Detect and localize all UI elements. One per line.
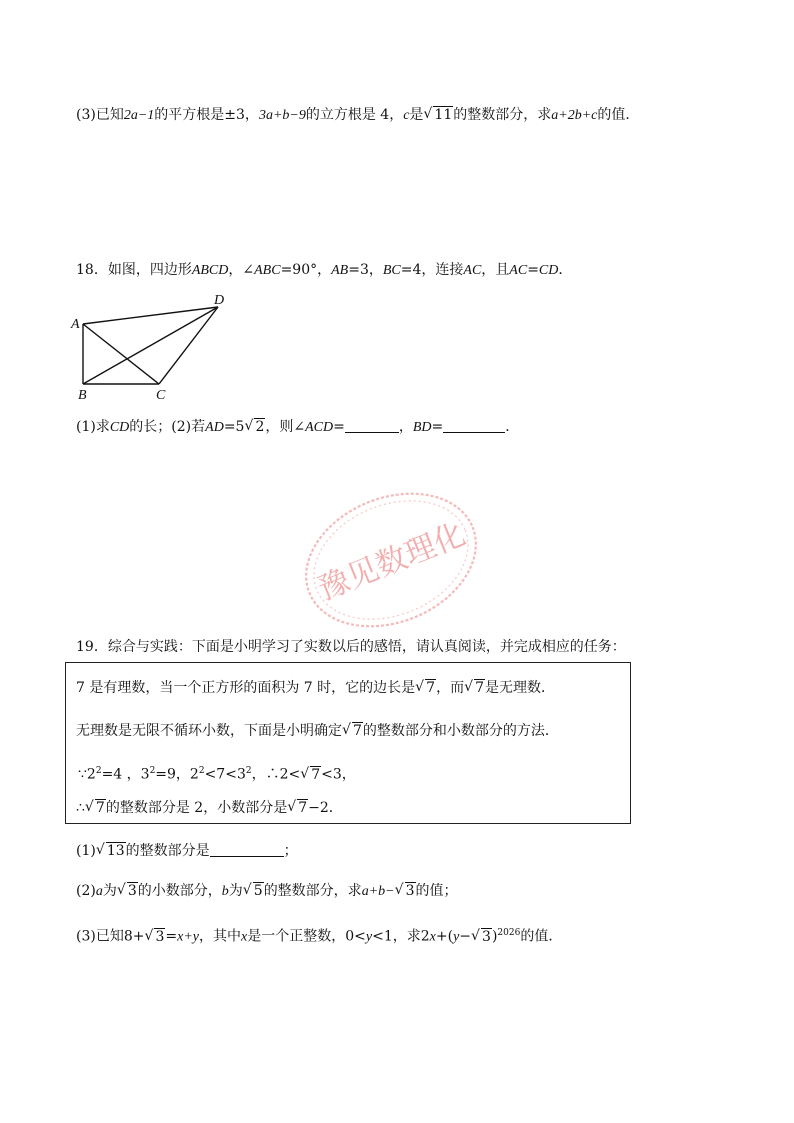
expr: c <box>403 108 410 123</box>
text: =9，2 <box>155 766 199 783</box>
text: (3)已知 <box>76 928 124 945</box>
sqrt-symbol <box>145 928 165 946</box>
expr: b <box>221 884 229 899</box>
text: 是一个正整数， <box>247 928 346 945</box>
text: 是 <box>409 107 424 123</box>
sqrt-symbol <box>288 799 308 817</box>
stamp-text: 豫见数理化 <box>313 516 471 608</box>
expr: a+b− <box>361 884 395 899</box>
sqrt-symbol <box>343 722 363 740</box>
label-b: B <box>78 388 87 402</box>
text: − <box>459 928 472 945</box>
segment-bd <box>83 307 218 384</box>
text: 7 是有理数，当一个正方形的面积为 7 时，它的边长是 <box>76 680 416 696</box>
radicand: 3 <box>155 928 165 945</box>
sqrt-symbol <box>416 679 436 697</box>
q19-part2 <box>76 882 458 901</box>
text: 的立方根是 4， <box>305 107 404 123</box>
q19-part1 <box>76 842 298 860</box>
text: (1)求 <box>76 419 110 435</box>
q17-part3 <box>76 106 639 125</box>
exponent: 2026 <box>497 928 521 938</box>
sqrt-symbol <box>472 928 492 946</box>
text: <1，求 <box>372 928 421 945</box>
text: 0< <box>345 928 366 945</box>
text: +( <box>435 928 454 945</box>
text: 的小数部分， <box>137 883 222 899</box>
exponent: 2 <box>245 766 252 776</box>
text: ； <box>283 843 298 859</box>
text: = <box>431 419 444 435</box>
quadrilateral-figure <box>68 290 238 402</box>
exponent: 2 <box>95 766 102 776</box>
radicand: 3 <box>405 883 415 899</box>
text: 的值； <box>415 883 458 899</box>
expr: AD <box>205 420 224 435</box>
radicand: 7 <box>311 766 321 783</box>
text: 的整数部分和小数部分的方法． <box>362 723 559 739</box>
text: =4，连接 <box>400 262 464 278</box>
expr: ABC <box>254 263 281 278</box>
text: ，其中 <box>199 928 242 945</box>
q19-title: 19．综合与实践：下面是小明学习了实数以后的感悟，请认真阅读，并完成相应的任务： <box>76 639 626 655</box>
expr: a <box>95 884 103 899</box>
text: 无理数是无限不循环小数，下面是小明确定 <box>76 723 342 739</box>
expr: AC <box>509 263 528 278</box>
text: =4 ，3 <box>101 766 150 783</box>
radicand: 7 <box>475 680 485 696</box>
text: ∵2 <box>78 766 96 783</box>
radicand: 2 <box>255 419 265 435</box>
expr: x+y <box>177 929 200 945</box>
expr: CD <box>538 263 559 278</box>
watermark-stamp <box>296 482 486 638</box>
text: (2) <box>76 883 96 899</box>
expr: BC <box>382 263 401 278</box>
box-line-3 <box>78 762 356 784</box>
text: ，∠ <box>228 262 255 278</box>
q18-subquestions <box>76 418 519 437</box>
text: = <box>333 419 345 435</box>
expr: 2a−1 <box>123 108 155 123</box>
text: 的整数部分是 2，小数部分是 <box>105 800 288 816</box>
exponent: 2 <box>149 766 156 776</box>
label-a: A <box>71 317 80 332</box>
text: <3， <box>321 766 356 783</box>
expr: BD <box>412 420 432 435</box>
sqrt-symbol <box>424 106 453 124</box>
expr: AB <box>331 263 349 278</box>
text: ． <box>505 419 520 435</box>
text: ，则∠ <box>265 419 306 435</box>
text: 的值． <box>520 928 563 945</box>
text: 的平方根是±3， <box>154 107 259 123</box>
radicand: 7 <box>353 723 362 739</box>
expr: ABCD <box>191 263 229 278</box>
answer-blank-angle[interactable] <box>345 418 399 433</box>
text: = <box>165 928 178 945</box>
segment-ac <box>83 324 159 384</box>
text: =90°， <box>280 262 332 278</box>
text: (1) <box>76 843 96 859</box>
sqrt-symbol <box>301 766 321 784</box>
label-d: D <box>214 293 225 308</box>
radicand: 3 <box>127 883 137 899</box>
box-line-2 <box>76 722 559 740</box>
expr: y <box>453 929 460 945</box>
text: (3)已知 <box>76 107 124 123</box>
radicand: 11 <box>434 107 453 123</box>
segment-ad <box>83 307 218 324</box>
text: 的整数部分，求 <box>263 883 362 899</box>
label-c: C <box>156 388 166 402</box>
answer-blank-bd[interactable] <box>443 418 505 433</box>
expr: ACD <box>305 420 334 435</box>
text: −2． <box>308 800 343 816</box>
exponent: 2 <box>198 766 205 776</box>
text: ，且 <box>481 262 510 278</box>
expr: CD <box>109 420 130 435</box>
text: 为 <box>102 883 117 899</box>
text: ． <box>558 262 573 278</box>
expr: a+2b+c <box>551 108 598 123</box>
box-line-1 <box>76 679 555 697</box>
sqrt-symbol <box>86 799 106 817</box>
box-line-4 <box>76 799 343 817</box>
radicand: 7 <box>95 800 105 816</box>
text: 18．如图，四边形 <box>76 262 192 278</box>
text: <7<3 <box>204 766 246 783</box>
text: ， <box>398 419 413 435</box>
q18-stem <box>76 261 572 280</box>
expr: x <box>429 929 436 945</box>
sqrt-symbol <box>245 418 265 436</box>
text: ，而 <box>436 680 465 696</box>
sqrt-symbol <box>244 882 264 900</box>
text: =5 <box>223 419 245 435</box>
q19-part3 <box>76 924 562 947</box>
text: 的整数部分是 <box>125 843 210 859</box>
text: ∴ <box>76 800 85 816</box>
text: 的整数部分，求 <box>453 107 552 123</box>
text: ) <box>491 928 498 945</box>
text: 2 <box>420 928 430 945</box>
expr: 3a+b−9 <box>258 108 306 123</box>
expr: AC <box>463 263 482 278</box>
expr: x <box>241 929 248 945</box>
answer-blank-integer-part[interactable] <box>210 842 284 857</box>
sqrt-symbol <box>396 882 416 900</box>
segment-cd <box>159 307 218 384</box>
radicand: 7 <box>298 800 308 816</box>
text: = <box>527 262 539 278</box>
expr: y <box>365 929 373 945</box>
sqrt-symbol <box>97 842 126 860</box>
text: ，∴2< <box>251 766 301 783</box>
text: 的值． <box>597 107 640 123</box>
text: 是无理数． <box>485 680 556 696</box>
text: =3， <box>348 262 383 278</box>
sqrt-symbol <box>118 882 138 900</box>
radicand: 3 <box>482 928 491 945</box>
text: 8+ <box>123 928 145 945</box>
radicand: 5 <box>253 883 263 899</box>
sqrt-symbol <box>465 679 485 697</box>
text: 的长；(2)若 <box>129 419 206 435</box>
radicand: 7 <box>426 680 436 696</box>
radicand: 13 <box>106 843 125 859</box>
text: 为 <box>228 883 243 899</box>
